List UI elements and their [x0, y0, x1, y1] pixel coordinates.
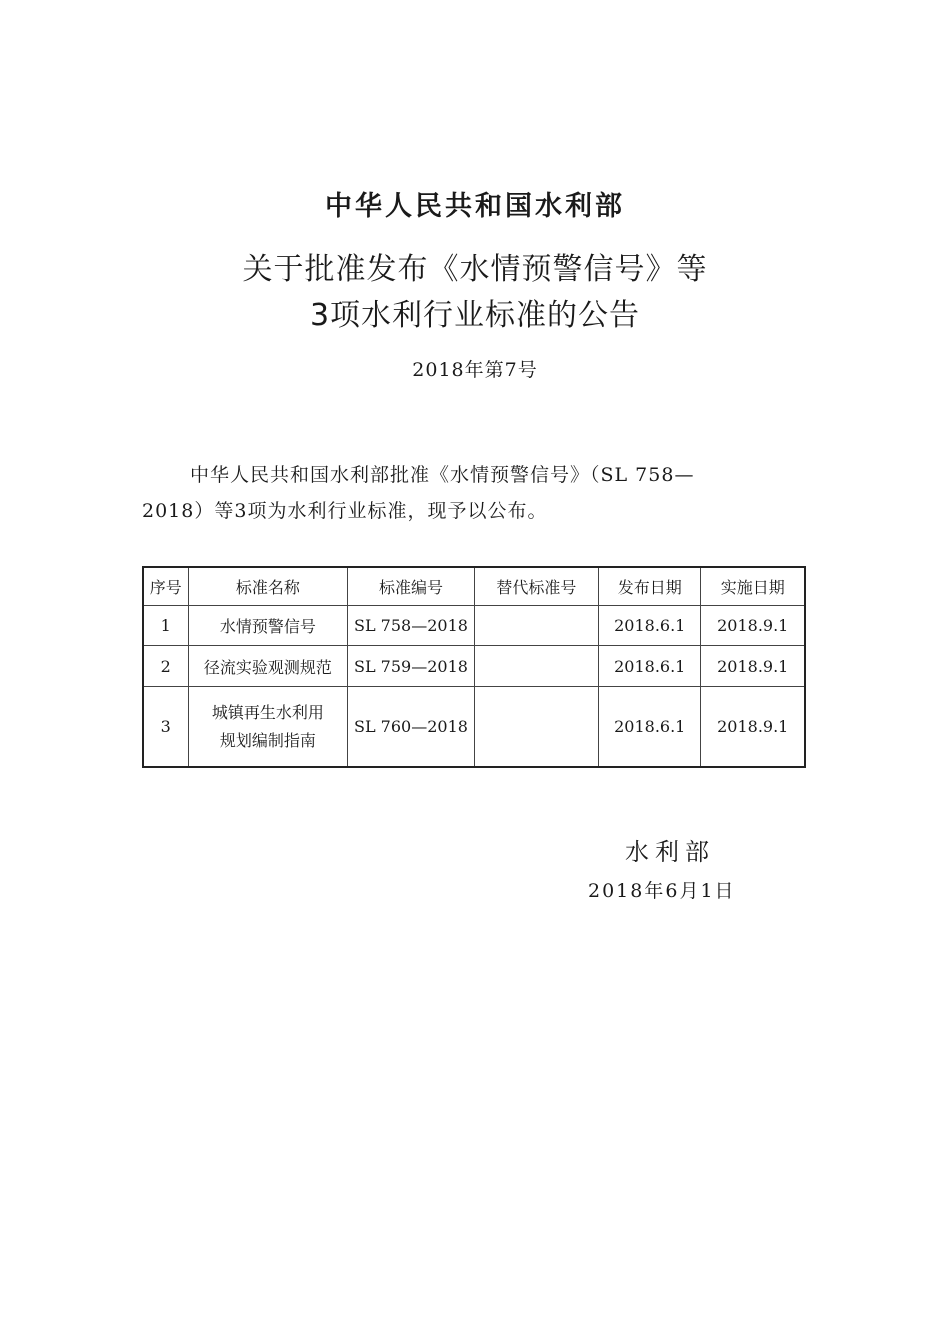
- signature-date: 2018年6月1日: [588, 880, 736, 902]
- signer-name: 水利部: [625, 838, 715, 866]
- table-row: [143, 646, 805, 687]
- cell-name: 水情预警信号: [188, 606, 348, 646]
- cell-effective-date: 2018.9.1: [701, 606, 805, 646]
- header-name: 标准名称: [188, 567, 348, 606]
- header-replaces: 替代标准号: [474, 567, 598, 606]
- cell-name: 径流实验观测规范: [188, 646, 348, 687]
- cell-no: 3: [143, 687, 188, 768]
- header-no: 序号: [143, 567, 188, 606]
- cell-replaces: [474, 606, 598, 646]
- cell-publish-date: 2018.6.1: [598, 687, 701, 768]
- title-line-1: 关于批准发布《水情预警信号》等: [242, 252, 708, 287]
- cell-no: 1: [143, 606, 188, 646]
- issuer-heading: 中华人民共和国水利部: [325, 191, 625, 222]
- cell-publish-date: 2018.6.1: [598, 606, 701, 646]
- cell-code: SL 760—2018: [348, 687, 475, 768]
- cell-name-line-2: 规划编制指南: [219, 730, 316, 750]
- standards-table: [142, 566, 806, 768]
- cell-name: [188, 687, 348, 768]
- table-header-row: [143, 567, 805, 606]
- cell-publish-date: 2018.6.1: [598, 646, 701, 687]
- header-code: 标准编号: [348, 567, 475, 606]
- header-effective-date: 实施日期: [701, 567, 805, 606]
- cell-code: SL 759—2018: [348, 646, 475, 687]
- body-paragraph-line-2: 2018）等3项为水利行业标准，现予以公布。: [142, 500, 548, 522]
- cell-replaces: [474, 687, 598, 768]
- cell-code: SL 758—2018: [348, 606, 475, 646]
- table-row: [143, 687, 805, 768]
- table-row: [143, 606, 805, 646]
- cell-effective-date: 2018.9.1: [701, 687, 805, 768]
- header-publish-date: 发布日期: [598, 567, 701, 606]
- body-paragraph-line-1: 中华人民共和国水利部批准《水情预警信号》（SL 758—: [190, 464, 695, 486]
- cell-name-line-1: 城镇再生水利用: [211, 702, 324, 722]
- cell-replaces: [474, 646, 598, 687]
- title-line-2: 3项水利行业标准的公告: [309, 298, 641, 333]
- document-number: 2018年第7号: [412, 359, 538, 381]
- cell-no: 2: [143, 646, 188, 687]
- cell-effective-date: 2018.9.1: [701, 646, 805, 687]
